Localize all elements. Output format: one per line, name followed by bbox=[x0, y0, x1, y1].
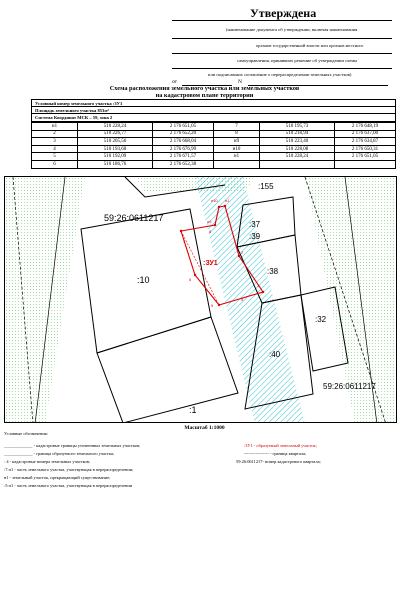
coords-cell: 2 176 652,38 bbox=[153, 160, 214, 168]
vertex-label: н10 bbox=[211, 198, 218, 203]
coords-cell: 510 195,73 bbox=[260, 123, 335, 131]
coords-cell: 510 186,76 bbox=[78, 160, 153, 168]
legend-item: :3У1 - образуемый земельный участок; bbox=[244, 443, 317, 448]
legend-item: :7:п1 - часть земельного участка, участвующая в перераспределении; bbox=[4, 467, 134, 472]
coords-cell: 2 bbox=[32, 130, 78, 138]
cadastral-map bbox=[4, 176, 397, 423]
hatched-strip bbox=[195, 177, 305, 423]
vertex-label: 2 bbox=[241, 250, 244, 255]
approval-line bbox=[172, 68, 392, 69]
coords-cell bbox=[214, 160, 260, 168]
legend-item: н1 - земельный участок, прекращающий существование; bbox=[4, 475, 111, 480]
coords-row bbox=[32, 130, 396, 138]
legend-item: _____________ - кадастровые границы уточненных земельных участков; bbox=[4, 443, 141, 448]
coords-cell: 2 176 651,05 bbox=[335, 153, 396, 161]
n-label: N bbox=[238, 79, 242, 85]
coords-cell: 7 bbox=[214, 123, 260, 131]
coords-cell: 510 205,56 bbox=[78, 138, 153, 146]
quarter-number: 59:26:0611217 bbox=[323, 382, 376, 391]
parcel-label-39: :39 bbox=[249, 232, 261, 241]
coords-row bbox=[32, 138, 396, 146]
coords-cell: 510 223,40 bbox=[260, 138, 335, 146]
coords-cell: н1 bbox=[32, 123, 78, 131]
coords-cell: 2 176 648,19 bbox=[335, 123, 396, 131]
parcel-label-1: :1 bbox=[189, 405, 197, 415]
coords-cell: н9 bbox=[214, 138, 260, 146]
legend-item: :5:п1 - часть земельного участка, участвующая в перераспределении bbox=[4, 483, 133, 488]
coords-cell: 510 228,24 bbox=[78, 123, 153, 131]
vertex-label: 3 bbox=[257, 283, 260, 288]
coords-cell: 2 176 676,99 bbox=[153, 145, 214, 153]
parcel-label-155: :155 bbox=[258, 182, 274, 191]
coords-cell: 510 218,94 bbox=[260, 130, 335, 138]
coords-cell: 510 193,60 bbox=[78, 145, 153, 153]
parcel-label-32: :32 bbox=[315, 315, 327, 324]
parcel-label-38: :38 bbox=[267, 267, 279, 276]
coords-row bbox=[32, 160, 396, 168]
parcel-label-37: :37 bbox=[249, 220, 261, 229]
approval-hint: или подписавших соглашение о перераспределении земельных участков) bbox=[208, 72, 352, 77]
coords-cell: 2 176 637,00 bbox=[335, 130, 396, 138]
coords-cell: 8 bbox=[214, 130, 260, 138]
vertex-label: 7 bbox=[183, 239, 186, 244]
legend-item: _____________ - граница образуемого земельного участка; bbox=[4, 451, 115, 456]
info-box bbox=[31, 99, 396, 122]
quarter-number: 59:26:0611217 bbox=[104, 213, 164, 223]
greenery-area bbox=[5, 177, 85, 423]
coords-cell: н1 bbox=[214, 153, 260, 161]
approval-hint: (наименование документа об утверждении, включая наименования bbox=[226, 27, 358, 32]
coords-cell: 2 176 650,31 bbox=[335, 145, 396, 153]
approval-line bbox=[172, 53, 392, 54]
scheme-title: Схема расположения земельного участка или земельных участков bbox=[109, 85, 300, 92]
coords-row bbox=[32, 123, 396, 131]
coords-cell: 510 228,08 bbox=[260, 145, 335, 153]
map-scale: Масштаб 1:1000 bbox=[184, 425, 225, 431]
approval-line bbox=[172, 20, 392, 21]
approval-title: Утверждена bbox=[250, 6, 317, 20]
coords-cell: 510 226,77 bbox=[78, 130, 153, 138]
vertex-label: 8 bbox=[209, 229, 212, 234]
coords-cell: 2 176 668,04 bbox=[153, 138, 214, 146]
legend-item: : 4 - кадастровые номера земельных участков; bbox=[4, 459, 90, 464]
coords-row bbox=[32, 153, 396, 161]
coords-cell: 2 176 651,05 bbox=[153, 123, 214, 131]
approval-hint: органов государственной власти или органов местного bbox=[256, 43, 364, 48]
conditional-number: Условный номер земельного участка :3У1 bbox=[32, 100, 395, 107]
parcel-label-40: :40 bbox=[269, 350, 281, 359]
vertex-label: 5 bbox=[211, 303, 214, 308]
coords-row bbox=[32, 145, 396, 153]
legend-item: 59:26:0611217- номер кадастрового квартала; bbox=[236, 459, 321, 464]
vertex-label: н1 bbox=[225, 198, 230, 203]
approval-line bbox=[172, 38, 392, 39]
coord-system: Система Координат МСК – 59, зона 2 bbox=[35, 115, 113, 120]
formed-parcel-label: :ЗУ1 bbox=[203, 260, 218, 267]
area: Площадь земельного участка 853м² bbox=[32, 107, 395, 114]
parcel-label-10: :10 bbox=[137, 275, 150, 285]
map-canvas bbox=[5, 177, 397, 423]
coords-cell bbox=[335, 160, 396, 168]
parcel-1 bbox=[97, 317, 238, 423]
approval-hint: самоуправления, принявших решение об утверждении схемы bbox=[237, 58, 358, 63]
coords-cell: 510 192,09 bbox=[78, 153, 153, 161]
coords-cell bbox=[260, 160, 335, 168]
coords-cell: 2 176 652,20 bbox=[153, 130, 214, 138]
coordinates-table bbox=[31, 122, 396, 169]
vertex-label: 6 bbox=[189, 277, 192, 282]
scheme-subtitle: на кадастровом плане территории bbox=[155, 92, 254, 99]
coords-cell: 3 bbox=[32, 138, 78, 146]
ot-label: от bbox=[172, 79, 178, 85]
coords-cell: 5 bbox=[32, 153, 78, 161]
coords-cell: н10 bbox=[214, 145, 260, 153]
coords-cell: 6 bbox=[32, 160, 78, 168]
legend-title: Условные обозначения: bbox=[4, 431, 48, 436]
coords-cell: 2 176 634,87 bbox=[335, 138, 396, 146]
legend-item: ----------------- - граница квартала; bbox=[244, 451, 307, 456]
coords-cell: 510 228,24 bbox=[260, 153, 335, 161]
vertex-label: 4 bbox=[241, 297, 244, 302]
vertex-label: н9 bbox=[207, 219, 212, 224]
coords-cell: 2 176 671,57 bbox=[153, 153, 214, 161]
coords-cell: 4 bbox=[32, 145, 78, 153]
